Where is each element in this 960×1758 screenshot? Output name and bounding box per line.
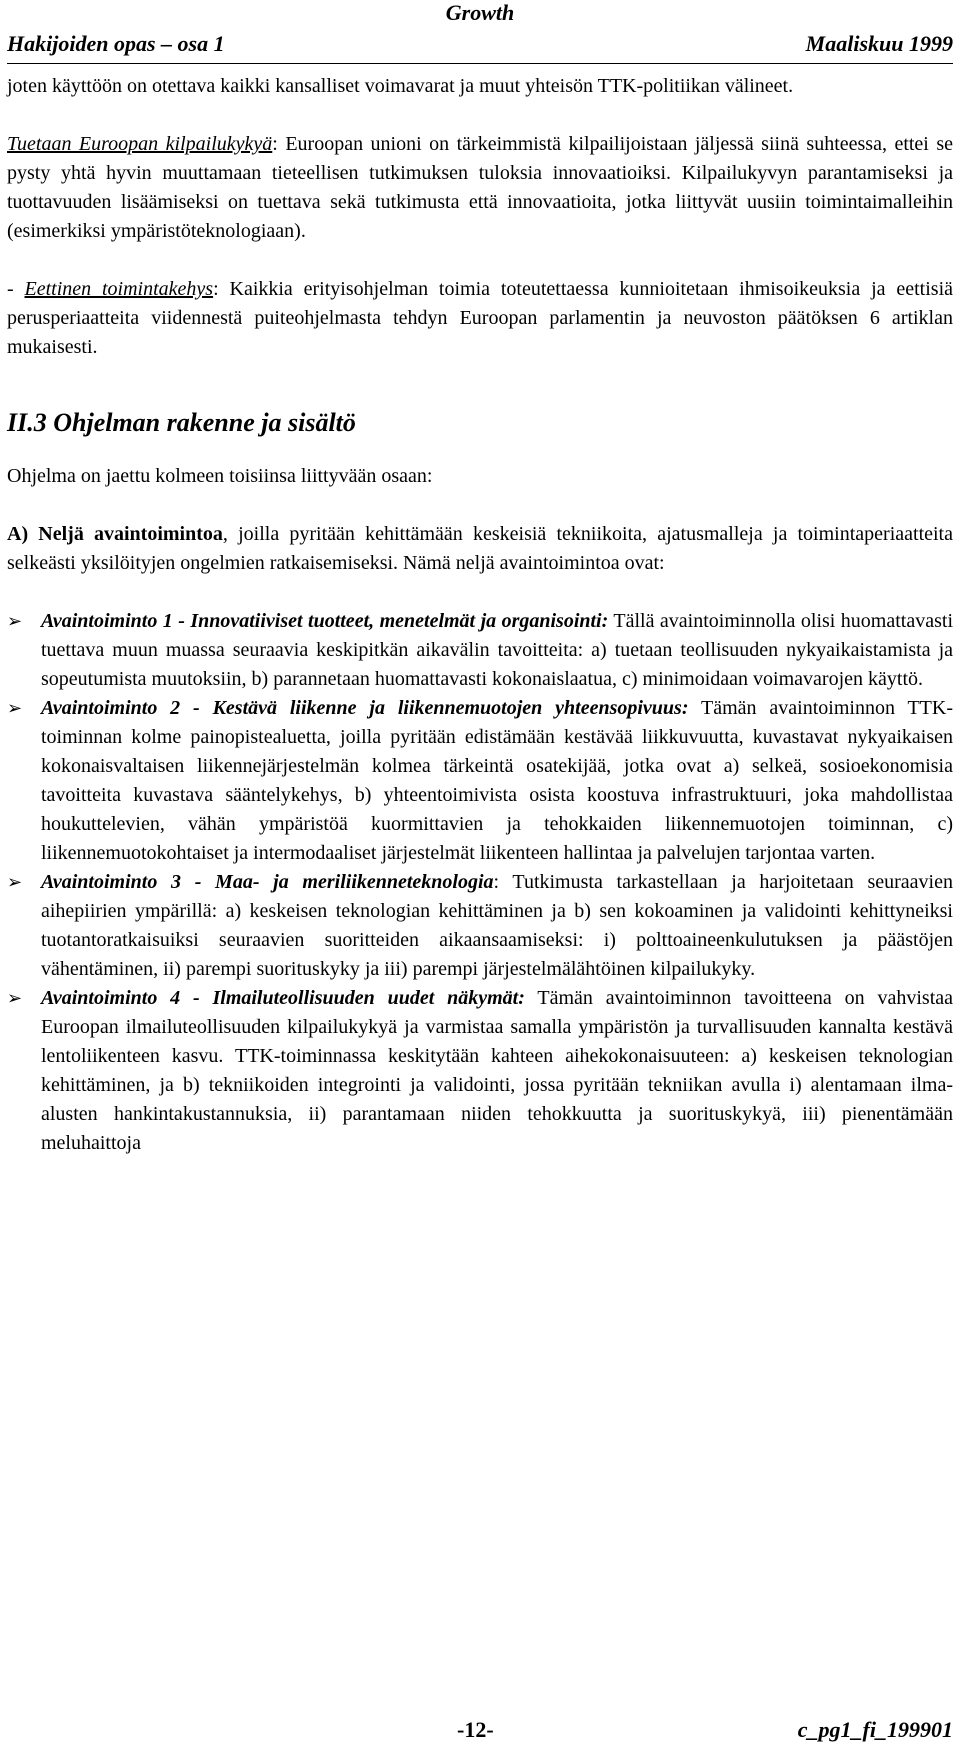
ethics-term: Eettinen toimintakehys bbox=[24, 278, 214, 300]
ethics-text: : Kaikkia erityisohjelman toimia toteutettaessa kunnioitetaan ihmisoikeuksia ja eettisiä perusperiaatteita viidennestä puiteohjelmasta tehdyn Euroopan parlamentin ja neuvoston päätöksen 6 artiklan mukaisesti. bbox=[7, 278, 953, 358]
paragraph-competitiveness bbox=[7, 130, 953, 246]
arrow-bullet-icon: ➢ bbox=[7, 872, 23, 892]
document-page bbox=[7, 0, 953, 1758]
document-id: c_pg1_fi_199901 bbox=[797, 1717, 953, 1742]
header-row bbox=[7, 31, 953, 59]
header-left: Hakijoiden opas – osa 1 bbox=[7, 31, 225, 56]
key-action-text: Tämän avaintoiminnon tavoitteena on vahvistaa Euroopan ilmailuteollisuuden kilpailukykyä ja varmistaa samalla ympäristön ja turvallisuuden kannalta kestävä lentoliikenteen kasvu. TTK-toiminnassa keskitytään kahteen aihekokonaisuuteen: a) keskeisen teknologian kehittäminen, ja b) tekniikoiden integrointi ja validointi, jossa pyritään tekniikan avulla i) alentamaan ilma-alusten hankintakustannuksia, ii) parantamaan niiden tehokkuutta ja suorituskykyä, iii) pienentämään meluhaittoja bbox=[41, 987, 954, 1154]
part-a-text: , joilla pyritään kehittämään keskeisiä tekniikoita, ajatusmalleja ja toimintaperiaatteita selkeästi yksilöityjen ongelmien ratkaisemiseksi. Nämä neljä avaintoimintoa ovat: bbox=[7, 523, 953, 574]
ethics-dash: - bbox=[7, 278, 25, 300]
key-action-title: Avaintoiminto 1 - Innovatiiviset tuotteet, menetelmät ja organisointi: bbox=[41, 610, 609, 632]
competitiveness-term: Tuetaan Euroopan kilpailukykyä bbox=[7, 133, 273, 155]
key-action-text: Tämän avaintoiminnon TTK-toiminnan kolme painopistealuetta, joilla pyritään edistämään kestävää liikkuvuutta, kuvastavat nykyaikaisen kokonaisvaltaisen liikennejärjestelmän kolmea tärkeintä osatekijää, jotka ovat a) selkeä, sosioekonomisia tavoitteita kuvastava sääntelykehys, b) yhteentoimivista osista koostuva infrastruktuuri, joka mahdollistaa houkuttelevien, vähän ympäristöä kuormittavien ja tehokkaiden liikennemuotojen toiminnan, c) liikennemuotokohtaiset ja intermodaaliset järjestelmät liikenteen hallintaa ja palvelujen tarjontaa varten. bbox=[41, 697, 953, 864]
list-item bbox=[7, 607, 953, 694]
arrow-bullet-icon: ➢ bbox=[7, 698, 23, 718]
list-item bbox=[7, 694, 953, 868]
header-title: Growth bbox=[445, 0, 515, 25]
header-date: Maaliskuu 1999 bbox=[805, 31, 953, 56]
paragraph-ethics bbox=[7, 275, 953, 362]
body-text bbox=[7, 72, 953, 1158]
section-heading: II.3 Ohjelman rakenne ja sisältö bbox=[7, 408, 356, 437]
header-divider bbox=[7, 63, 953, 64]
paragraph-part-a bbox=[7, 520, 953, 578]
list-item bbox=[7, 868, 953, 984]
key-actions-list bbox=[7, 607, 953, 1158]
arrow-bullet-icon: ➢ bbox=[7, 988, 23, 1008]
arrow-bullet-icon: ➢ bbox=[7, 611, 23, 631]
paragraph-structure: Ohjelma on jaettu kolmeen toisiinsa liittyvään osaan: bbox=[7, 465, 433, 487]
key-action-title: Avaintoiminto 2 - Kestävä liikenne ja liikennemuotojen yhteensopivuus: bbox=[41, 697, 689, 719]
competitiveness-text: : Euroopan unioni on tärkeimmistä kilpailijoistaan jäljessä siinä suhteessa, ettei se pysty yhtä hyvin muuttamaan tieteellisen tutkimuksen tuloksia innovaatioiksi. Kilpailukyvyn parantamiseksi ja tuottavuuden lisäämiseksi on tuettava sekä tutkimusta että innovaatioita, jotka liittyvät uusiin toimintaimalleihin (esimerkiksi ympäristöteknologiaan). bbox=[7, 133, 954, 242]
key-action-text: Tällä avaintoiminnolla olisi huomattavasti tuettava muun muassa seuraavia keskipitkän aikavälin tavoitteita: a) tuetaan teollisuuden nykyaikaistamista ja sopeutumista muutoksiin, b) parannetaan huomattavasti kokonaislaatua, c) minimoidaan voimavarojen käyttö. bbox=[41, 610, 953, 690]
key-action-title: Avaintoiminto 3 - Maa- ja meriliikenneteknologia bbox=[41, 871, 494, 893]
part-a-label: A) Neljä avaintoimintoa bbox=[7, 523, 223, 545]
key-action-title: Avaintoiminto 4 - Ilmailuteollisuuden uudet näkymät: bbox=[41, 987, 525, 1009]
page-footer bbox=[7, 1716, 953, 1746]
page-number: -12- bbox=[457, 1717, 494, 1742]
key-action-text: : Tutkimusta tarkastellaan ja harjoitetaan seuraavien aihepiirien ympärillä: a) keskeisen teknologian kehittäminen ja b) sen kokoaminen ja validointi kehittyneiksi tuotantoratkaisuiksi seuraavien suoritteiden aikaansaamiseksi: i) polttoaineenkulutuksen ja päästöjen vähentäminen, ii) parempi suorituskyky ja iii) parempi järjestelmälähtöinen kilpailukyky. bbox=[41, 871, 953, 980]
paragraph-intro: joten käyttöön on otettava kaikki kansalliset voimavarat ja muut yhteisön TTK-politiikan välineet. bbox=[7, 75, 794, 97]
list-item bbox=[7, 984, 953, 1158]
